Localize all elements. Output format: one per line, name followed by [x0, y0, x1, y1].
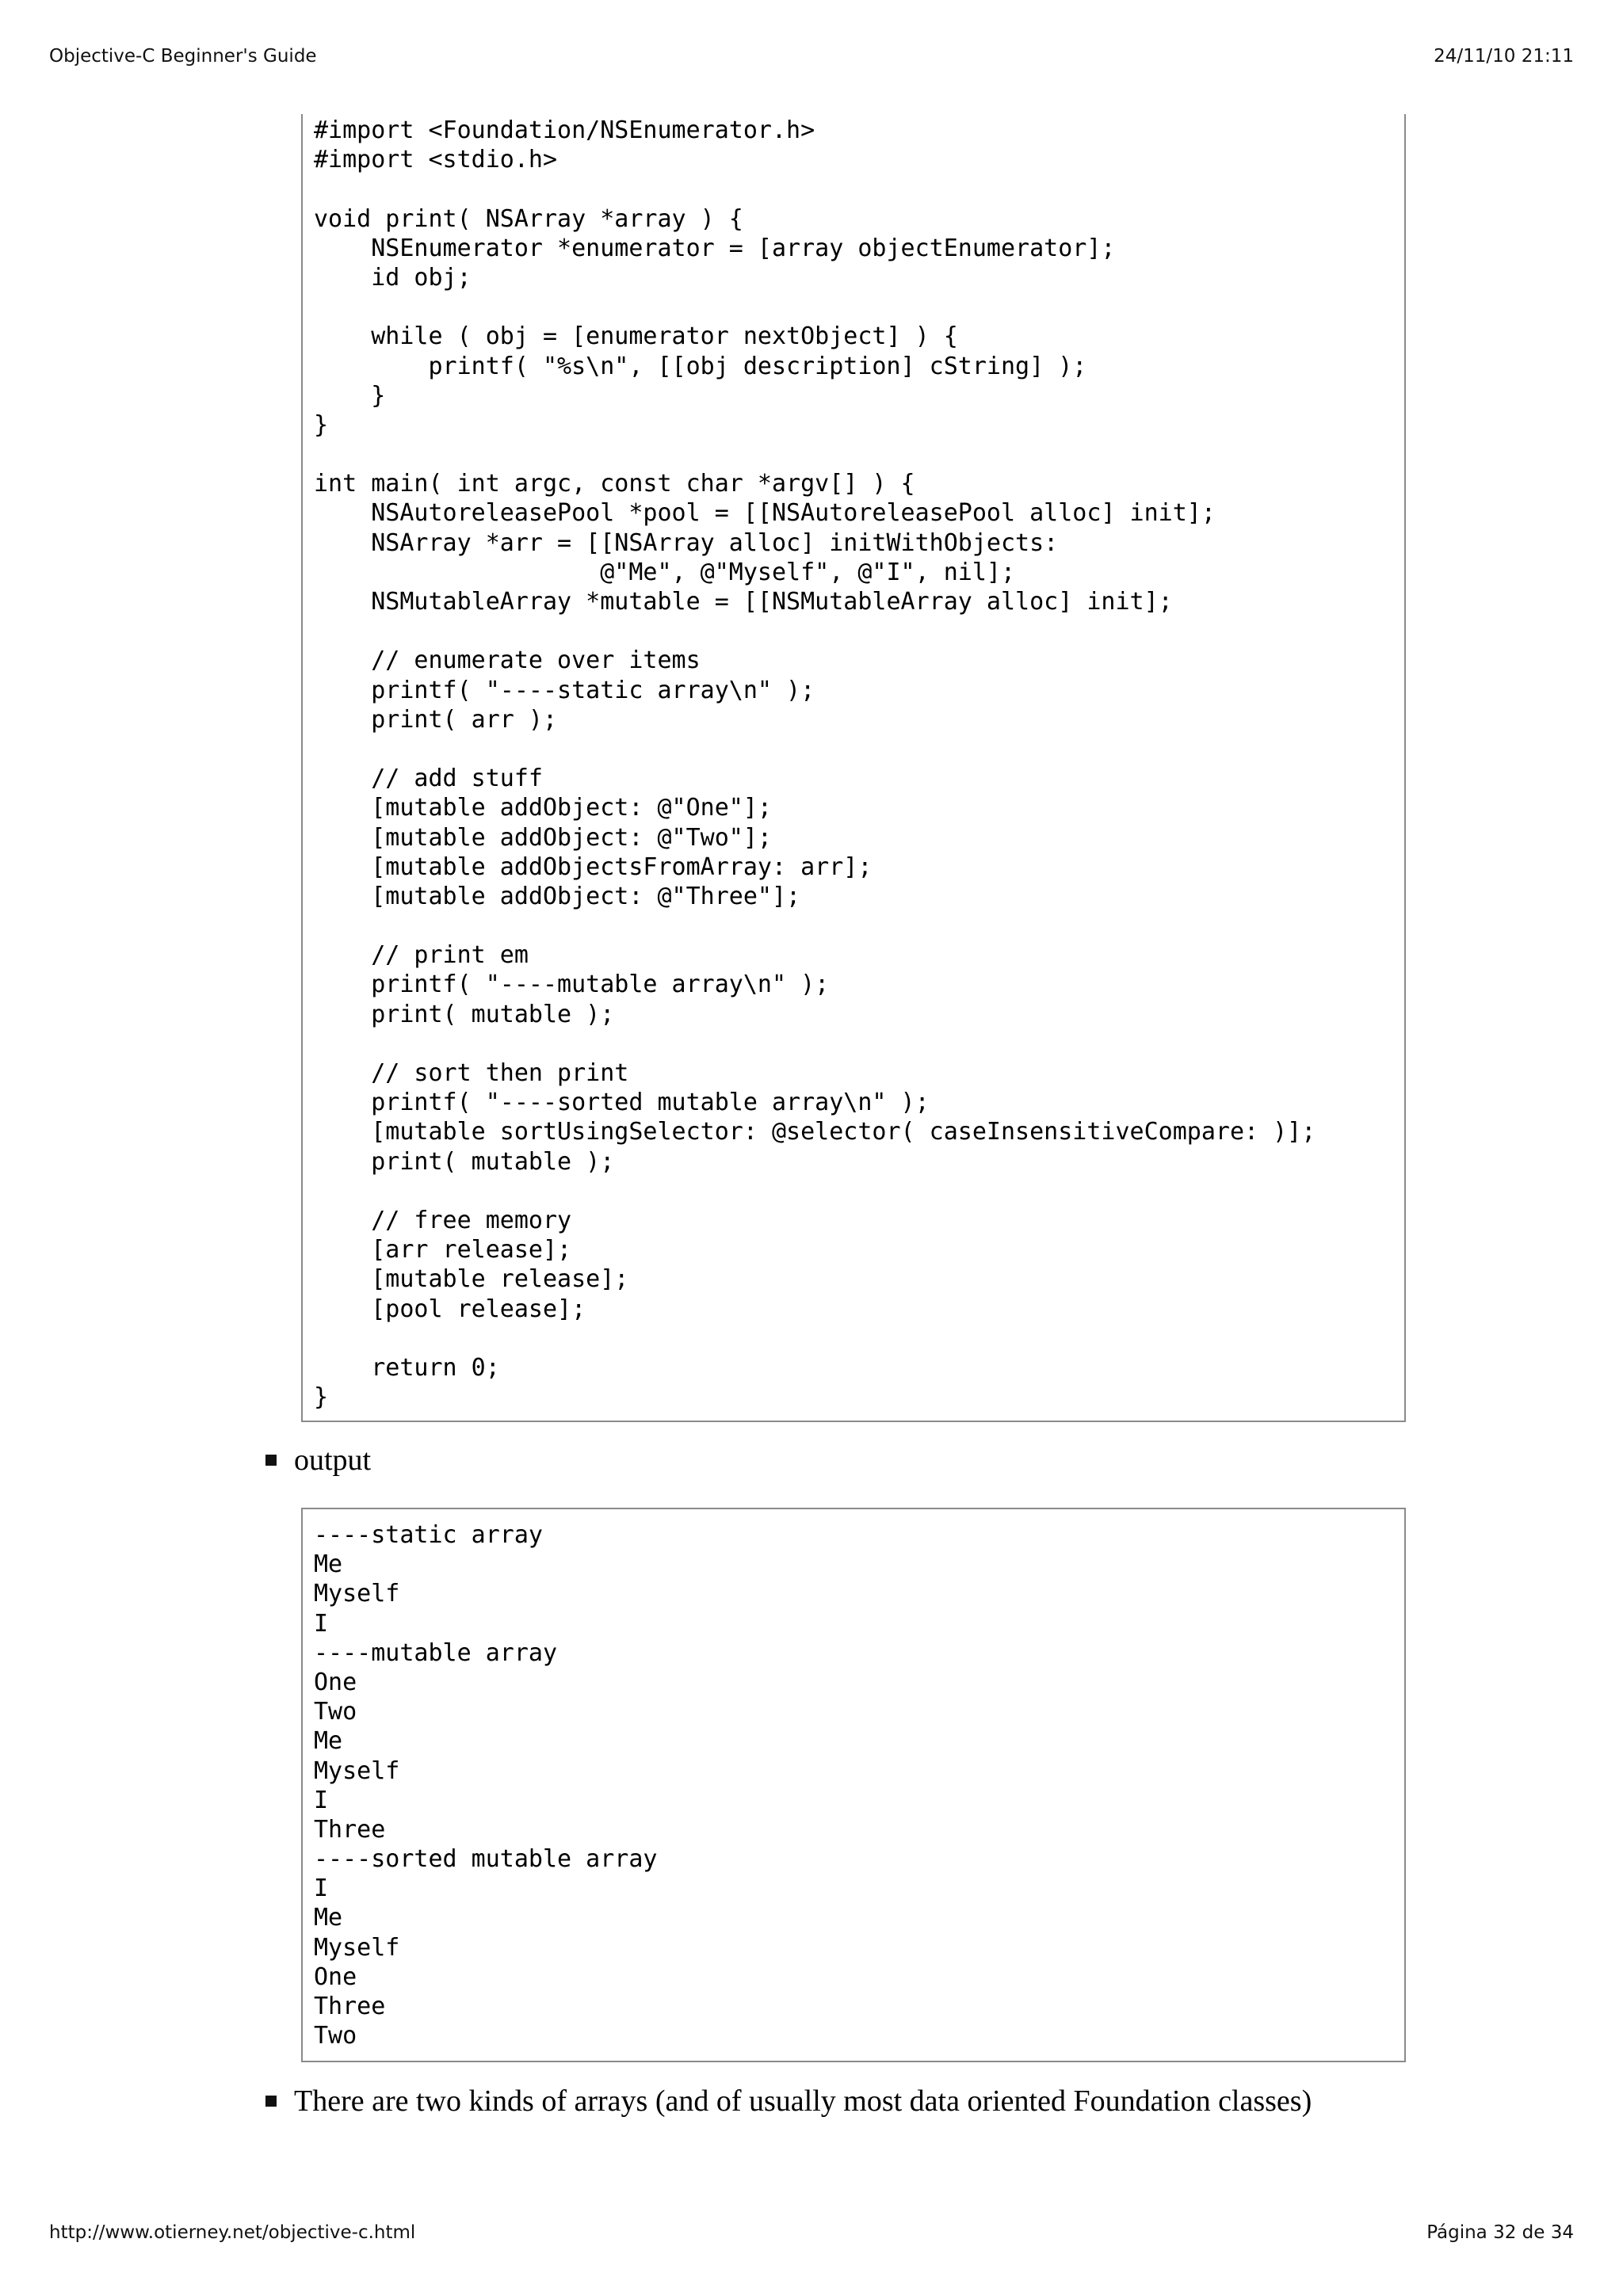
code-line: [mutable addObject: @"Two"];	[314, 823, 772, 852]
code-line: int main( int argc, const char *argv[] ) {	[314, 470, 915, 498]
output-line: Three	[314, 1993, 386, 2020]
bullet-output	[265, 1443, 371, 1478]
output-line: Me	[314, 1727, 343, 1756]
output-line: Two	[314, 1698, 357, 1726]
code-line	[314, 1029, 1404, 1058]
code-line: }	[314, 1383, 329, 1412]
code-line	[314, 440, 1404, 469]
code-line: }	[314, 381, 386, 410]
output-line: Two	[314, 2022, 357, 2050]
code-line: NSArray *arr = [[NSArray alloc] initWithObjects:	[314, 528, 1059, 557]
output-line: Me	[314, 1550, 343, 1579]
code-line: }	[314, 410, 329, 439]
code-line	[314, 911, 1404, 940]
code-line: id obj;	[314, 263, 472, 292]
output-line: I	[314, 1786, 329, 1814]
code-line	[314, 292, 1404, 322]
code-line	[314, 616, 1404, 646]
code-line: printf( "%s\n", [[obj description] cString] );	[314, 352, 1087, 380]
output-line: One	[314, 1668, 357, 1696]
code-line	[314, 1324, 1404, 1353]
code-line: [mutable addObject: @"Three"];	[314, 882, 801, 910]
code-line: // free memory	[314, 1206, 572, 1234]
footer-url[interactable]: http://www.otierney.net/objective-c.html	[49, 2222, 416, 2243]
code-line	[314, 734, 1404, 764]
output-line: Myself	[314, 1933, 400, 1962]
bullet-text: There are two kinds of arrays (and of usually most data oriented Foundation classes)	[294, 2084, 1312, 2118]
output-label: output	[294, 1444, 372, 1477]
output-line: I	[314, 1609, 329, 1638]
code-line: [mutable release];	[314, 1265, 629, 1294]
code-line: NSEnumerator *enumerator = [array objectEnumerator];	[314, 234, 1116, 262]
code-line: print( mutable );	[314, 1000, 615, 1028]
code-line: return 0;	[314, 1353, 500, 1382]
code-line: [arr release];	[314, 1236, 572, 1264]
bullet-square-icon	[265, 2096, 277, 2107]
code-listing	[301, 114, 1406, 1422]
code-line: // enumerate over items	[314, 646, 701, 675]
output-line: Three	[314, 1815, 386, 1844]
footer-page-number: Página 32 de 34	[1426, 2222, 1574, 2243]
output-line: ----static array	[314, 1521, 543, 1549]
code-line: [mutable addObjectsFromArray: arr];	[314, 852, 873, 881]
code-line: #import <Foundation/NSEnumerator.h>	[314, 116, 815, 144]
code-line: #import <stdio.h>	[314, 146, 558, 174]
code-line	[314, 174, 1404, 204]
code-line: print( mutable );	[314, 1147, 615, 1176]
code-line: printf( "----sorted mutable array\n" );	[314, 1089, 930, 1117]
output-listing	[301, 1508, 1406, 2062]
code-line: // sort then print	[314, 1059, 629, 1087]
code-line: // print em	[314, 941, 529, 970]
output-line: Myself	[314, 1756, 400, 1785]
bullet-array-kinds	[265, 2084, 1312, 2119]
code-line	[314, 1177, 1404, 1206]
code-line: NSAutoreleasePool *pool = [[NSAutoreleasePool alloc] init];	[314, 499, 1216, 528]
code-line: while ( obj = [enumerator nextObject] ) {	[314, 322, 958, 351]
code-line: void print( NSArray *array ) {	[314, 204, 743, 233]
header-datetime: 24/11/10 21:11	[1434, 46, 1574, 67]
output-line: Myself	[314, 1580, 400, 1608]
output-line: ----mutable array	[314, 1638, 558, 1667]
output-line: ----sorted mutable array	[314, 1845, 658, 1874]
code-line: print( arr );	[314, 705, 558, 734]
code-line: // add stuff	[314, 765, 543, 793]
code-line: [mutable addObject: @"One"];	[314, 794, 772, 822]
output-line: I	[314, 1875, 329, 1903]
code-line: [pool release];	[314, 1295, 586, 1323]
code-line: printf( "----static array\n" );	[314, 676, 815, 704]
code-line: printf( "----mutable array\n" );	[314, 971, 830, 999]
code-line: @"Me", @"Myself", @"I", nil];	[314, 558, 1016, 586]
code-line: NSMutableArray *mutable = [[NSMutableArray alloc] init];	[314, 588, 1173, 616]
bullet-square-icon	[265, 1455, 277, 1466]
output-line: One	[314, 1962, 357, 1991]
header-title: Objective-C Beginner's Guide	[49, 46, 317, 67]
code-line: [mutable sortUsingSelector: @selector( caseInsensitiveCompare: )];	[314, 1118, 1316, 1146]
output-line: Me	[314, 1904, 343, 1932]
